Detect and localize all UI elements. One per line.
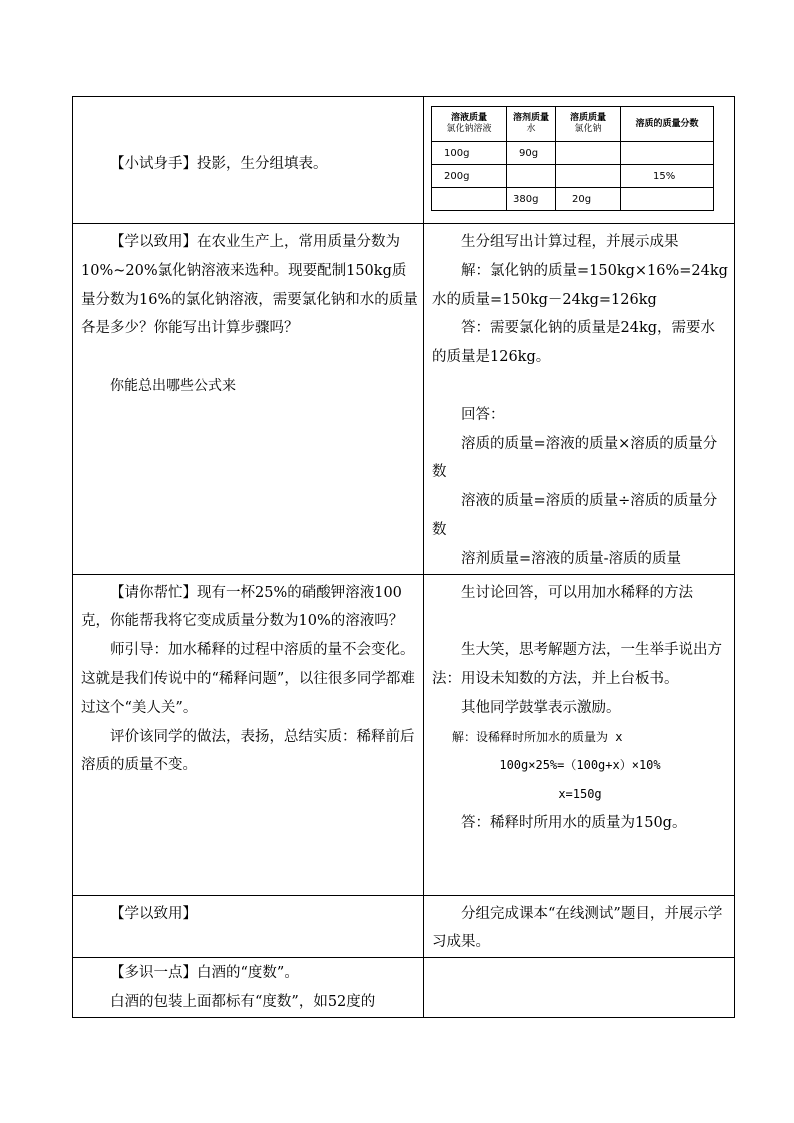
response-text: 水的质量=150kg－24kg=126kg bbox=[432, 291, 657, 308]
activity-text: 评价该同学的做法，表扬，总结实质：稀释前后溶质的质量不变。 bbox=[81, 728, 415, 774]
activity-text: 【学以致用】 bbox=[110, 905, 197, 922]
header-cell-solvent-mass: 溶剂质量 水 bbox=[507, 107, 556, 142]
table-cell: 100g bbox=[432, 142, 507, 165]
activity-text: 你能总出哪些公式来 bbox=[110, 377, 236, 394]
table-row bbox=[73, 224, 735, 575]
fill-in-table bbox=[431, 106, 714, 211]
table-cell bbox=[556, 165, 621, 188]
table-row bbox=[432, 188, 714, 211]
activity-text: 【多识一点】白酒的“度数”。 bbox=[110, 965, 299, 982]
activity-text: 【学以致用】在农业生产上，常用质量分数为10%~20%氯化钠溶液来选种。现要配制150kg质量分数为16%的氯化钠溶液，需要氯化钠和水的质量各是多少？你能写出计算步骤吗？ bbox=[81, 234, 418, 337]
response-text: 溶液的质量=溶质的质量÷溶质的质量分数 bbox=[432, 493, 718, 538]
response-text: 溶剂质量=溶液的质量-溶质的质量 bbox=[461, 550, 682, 567]
student-response-cell bbox=[424, 97, 735, 224]
table-row bbox=[73, 574, 735, 895]
table-row bbox=[432, 165, 714, 188]
fill-in-table-header bbox=[432, 107, 714, 142]
response-text: 解：设稀释时所加水的质量为 x bbox=[452, 729, 623, 744]
table-cell bbox=[432, 188, 507, 211]
activity-cell bbox=[73, 224, 424, 575]
table-cell bbox=[621, 142, 714, 165]
header-cell-solute-mass: 溶质质量 氯化钠 bbox=[556, 107, 621, 142]
activity-text: 【请你帮忙】现有一杯25%的硝酸钾溶液100克，你能帮我将它变成质量分数为10%的溶液吗？ bbox=[81, 584, 404, 630]
response-text: 生分组写出计算过程，并展示成果 bbox=[461, 234, 679, 250]
response-text: 溶质的质量=溶液的质量×溶质的质量分数 bbox=[432, 435, 718, 481]
response-text: 答：稀释时所用水的质量为150g。 bbox=[461, 814, 687, 831]
student-response-cell bbox=[424, 574, 735, 895]
table-cell bbox=[556, 142, 621, 165]
table-row bbox=[73, 958, 735, 1018]
activity-cell bbox=[73, 958, 424, 1018]
header-cell-mass-fraction: 溶质的质量分数 bbox=[621, 107, 714, 142]
student-response-cell bbox=[424, 895, 735, 958]
table-cell: 15% bbox=[621, 165, 714, 188]
response-text: 其他同学鼓掌表示激励。 bbox=[461, 699, 621, 716]
table-row bbox=[73, 895, 735, 958]
activity-text: 白酒的包装上面都标有“度数”，如52度的 bbox=[110, 993, 376, 1010]
table-row bbox=[73, 97, 735, 224]
table-cell: 20g bbox=[556, 188, 621, 211]
activity-cell bbox=[73, 895, 424, 958]
activity-text: 师引导：加水稀释的过程中溶质的量不会变化。这就是我们传说中的“稀释问题”，以往很多同学都难过这个“美人关”。 bbox=[81, 642, 415, 716]
table-cell bbox=[621, 188, 714, 211]
table-cell: 200g bbox=[432, 165, 507, 188]
equation-line: x=150g bbox=[558, 787, 602, 802]
header-cell-solution-mass: 溶液质量 氯化钠溶液 bbox=[432, 107, 507, 142]
response-text: 生大笑，思考解题方法，一生举手说出方法：用设未知数的方法，并上台板书。 bbox=[432, 642, 722, 687]
response-text: 分组完成课本“在线测试”题目，并展示学习成果。 bbox=[432, 905, 723, 951]
student-response-cell bbox=[424, 958, 735, 1018]
lesson-plan-table bbox=[72, 96, 735, 1018]
activity-cell bbox=[73, 574, 424, 895]
response-text: 解：氯化钠的质量=150kg×16%=24kg bbox=[461, 262, 728, 279]
response-text: 生讨论回答，可以用加水稀释的方法 bbox=[461, 584, 693, 601]
activity-cell bbox=[73, 97, 424, 224]
response-text: 答：需要氯化钠的质量是24kg，需要水的质量是126kg。 bbox=[432, 320, 716, 366]
table-cell: 90g bbox=[507, 142, 556, 165]
response-text: 回答： bbox=[461, 406, 505, 423]
activity-text: 【小试身手】投影，生分组填表。 bbox=[110, 155, 328, 172]
table-row bbox=[432, 142, 714, 165]
table-cell bbox=[507, 165, 556, 188]
table-cell: 380g bbox=[507, 188, 556, 211]
document-page bbox=[72, 96, 732, 1018]
equation-line: 100g×25%=（100g+x）×10% bbox=[499, 758, 661, 773]
student-response-cell bbox=[424, 224, 735, 575]
